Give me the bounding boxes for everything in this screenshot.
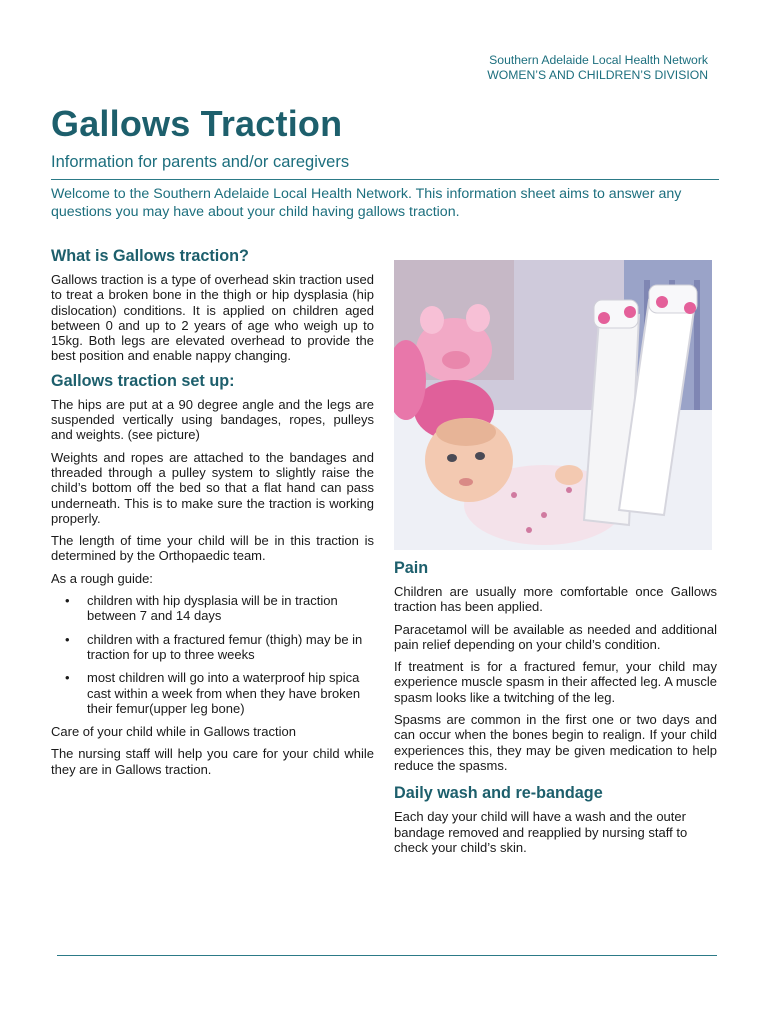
bullet-icon: • xyxy=(65,670,70,686)
bullet-icon: • xyxy=(65,631,70,647)
page-title: Gallows Traction xyxy=(51,103,343,144)
page-subtitle: Information for parents and/or caregivers xyxy=(51,153,350,171)
list-item: • children with hip dysplasia will be in traction between 7 and 14 days xyxy=(65,593,338,624)
setup-heading: Gallows traction set up: xyxy=(51,371,235,390)
wash-heading: Daily wash and re-bandage xyxy=(394,784,603,803)
pain-heading: Pain xyxy=(394,559,429,577)
pain-paragraph: If treatment is for a fractured femur, your child may experience muscle spasm in their affected leg. A muscle spasm looks like a twitching of the leg. xyxy=(394,659,717,705)
setup-paragraph: The hips are put at a 90 degree angle and the legs are suspended vertically using bandages, ropes, pulleys and weights. (see picture) xyxy=(51,396,374,443)
guide-intro: As a rough guide: xyxy=(51,570,153,586)
header-divider xyxy=(51,179,719,180)
right-column xyxy=(394,558,717,862)
care-text: The nursing staff will help you care for your child while they are in Gallows traction. xyxy=(51,746,374,777)
setup-paragraph: The length of time your child will be in this traction is determined by the Orthopaedic team. xyxy=(51,533,374,564)
left-column xyxy=(51,246,374,784)
wash-text: Each day your child will have a wash and the outer bandage removed and reapplied by nursing staff to check your child’s skin. xyxy=(394,809,688,855)
care-line: Care of your child while in Gallows traction xyxy=(51,724,296,740)
footer-divider xyxy=(57,955,717,956)
what-is-text: Gallows traction is a type of overhead skin traction used to treat a broken bone in the thigh or hip dysplasia (hip dislocation) conditions. It is applied on children aged between 0 and up to 2 years of age who weigh up to 15kg. Both legs are elevated overhead to provide the best position and enable nappy changing. xyxy=(51,272,374,364)
setup-paragraph: Weights and ropes are attached to the bandages and threaded through a pulley system to slightly raise the child’s bottom off the bed so that a flat hand can pass underneath. This is to make sure the traction is working properly. xyxy=(51,449,374,526)
guide-list xyxy=(51,593,374,716)
bullet-icon: • xyxy=(65,593,70,609)
welcome-text: Welcome to the Southern Adelaide Local Health Network. This information sheet aims to answer any questions you may have about your child having gallows traction. xyxy=(51,186,682,220)
org-name: Southern Adelaide Local Health Network xyxy=(489,53,708,67)
pain-paragraph: Children are usually more comfortable once Gallows traction has been applied. xyxy=(394,584,717,615)
list-item: • most children will go into a waterproof hip spica cast within a week from when they have broken their femur(upper leg bone) xyxy=(65,670,361,716)
pain-paragraph: Paracetamol will be available as needed and additional pain relief depending on your child’s condition. xyxy=(394,621,717,652)
list-item: • children with a fractured femur (thigh) may be in traction for up to three weeks xyxy=(65,631,363,662)
division-name: WOMEN’S AND CHILDREN’S DIVISION xyxy=(487,68,708,82)
organization-header xyxy=(487,53,708,83)
baby-traction-photo xyxy=(394,260,712,550)
photo-illustration xyxy=(394,260,712,550)
pain-paragraph: Spasms are common in the first one or two days and can occur when the bones begin to realign. If your child experiences this, they may be given medication to help reduce the spasms. xyxy=(394,712,717,773)
what-is-heading: What is Gallows traction? xyxy=(51,247,249,265)
